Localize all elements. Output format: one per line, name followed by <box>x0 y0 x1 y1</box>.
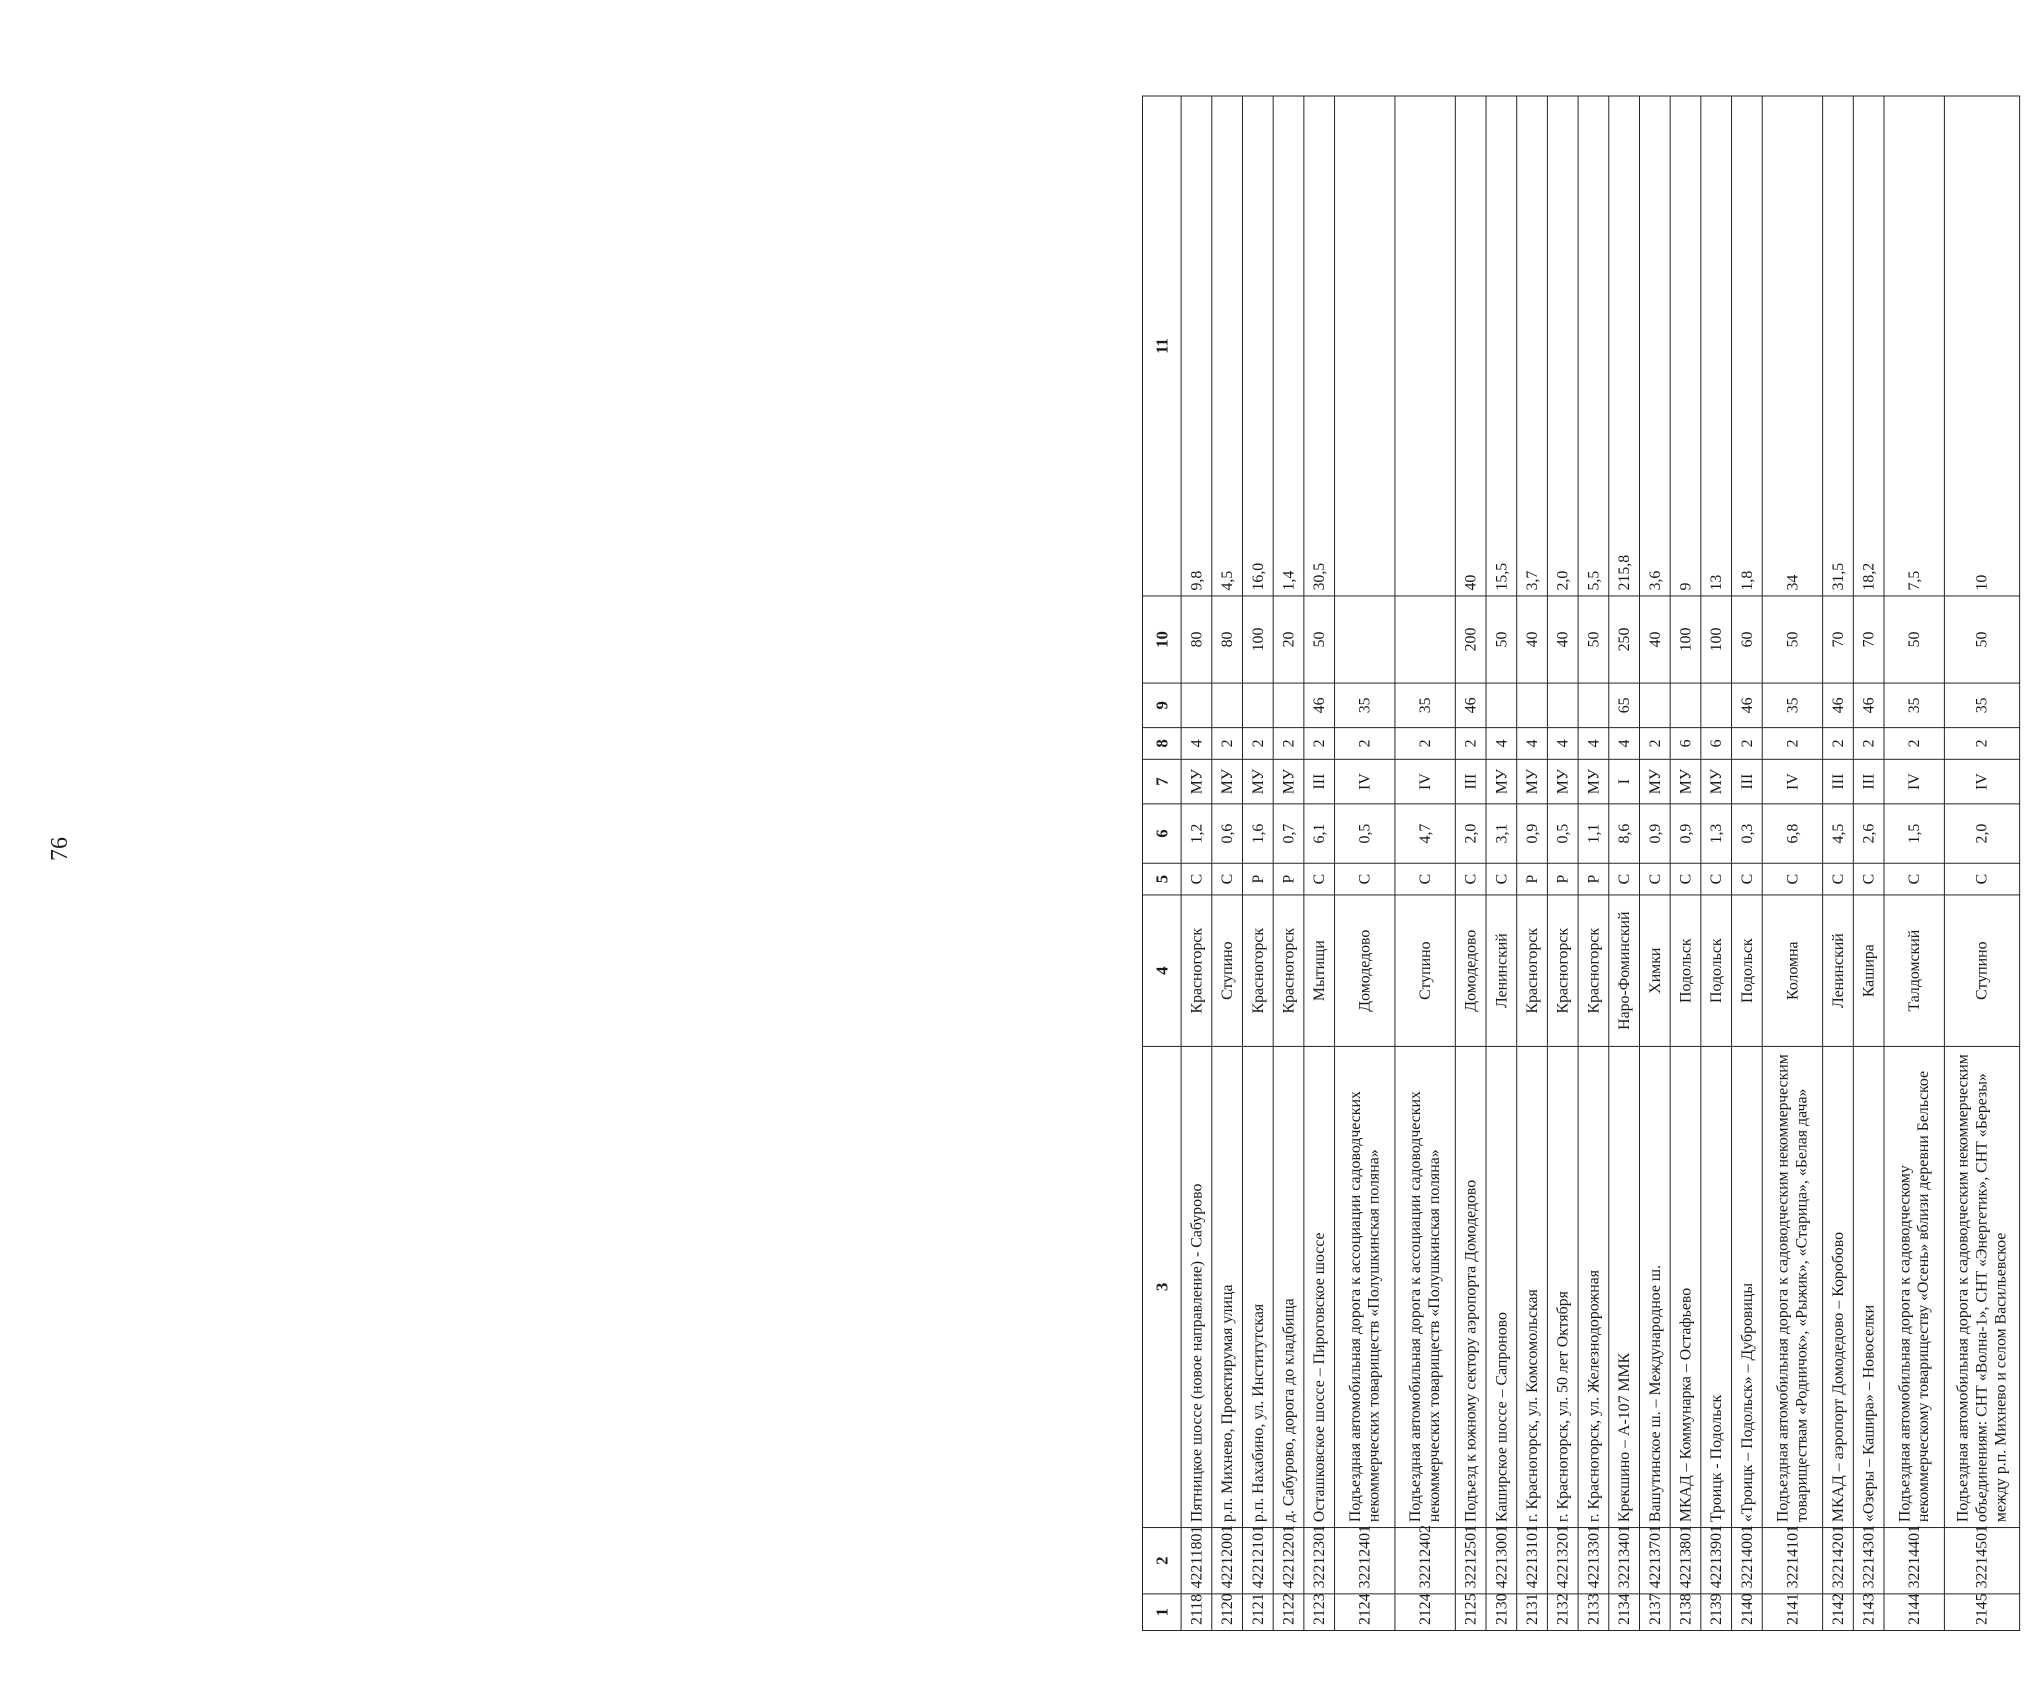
cell-c8: 2 <box>1853 728 1884 760</box>
cell-c8: 2 <box>1762 728 1822 760</box>
table-row <box>1578 96 1609 1631</box>
cell-c2: 32214501 <box>1944 1528 2019 1594</box>
cell-c10: 40 <box>1547 596 1578 683</box>
cell-c6: 1,2 <box>1181 804 1212 863</box>
cell-c7: IV <box>1884 759 1944 804</box>
cell-c11: 1,8 <box>1732 96 1763 596</box>
cell-c11: 16,0 <box>1242 96 1273 596</box>
cell-c1: 2138 <box>1670 1594 1701 1631</box>
column-header: 1 <box>1142 1594 1181 1631</box>
table-row <box>1212 96 1243 1631</box>
cell-c8: 4 <box>1609 728 1640 760</box>
cell-c8: 4 <box>1517 728 1548 760</box>
cell-c9 <box>1212 683 1243 728</box>
cell-c11: 31,5 <box>1823 96 1854 596</box>
cell-c1: 2120 <box>1212 1594 1243 1631</box>
cell-c4: Подольск <box>1732 895 1763 1046</box>
cell-c11: 18,2 <box>1853 96 1884 596</box>
cell-c5: Р <box>1547 863 1578 895</box>
cell-c11 <box>1335 96 1395 596</box>
cell-c3: МКАД – аэропорт Домодедово – Коробово <box>1823 1046 1854 1527</box>
column-header: 5 <box>1142 863 1181 895</box>
cell-c1: 2144 <box>1884 1594 1944 1631</box>
cell-c4: Красногорск <box>1181 895 1212 1046</box>
cell-c7: МУ <box>1639 759 1670 804</box>
cell-c7: III <box>1853 759 1884 804</box>
cell-c6: 0,9 <box>1517 804 1548 863</box>
cell-c11: 10 <box>1944 96 2019 596</box>
cell-c7: МУ <box>1242 759 1273 804</box>
table-row <box>1455 96 1486 1631</box>
cell-c11: 30,5 <box>1304 96 1335 596</box>
cell-c9: 35 <box>1762 683 1822 728</box>
cell-c1: 2133 <box>1578 1594 1609 1631</box>
cell-c10 <box>1335 596 1395 683</box>
cell-c10: 200 <box>1455 596 1486 683</box>
cell-c5: С <box>1853 863 1884 895</box>
rotated-table-wrapper <box>1142 96 2033 1631</box>
cell-c6: 1,5 <box>1884 804 1944 863</box>
cell-c1: 2142 <box>1823 1594 1854 1631</box>
cell-c4: Ленинский <box>1486 895 1517 1046</box>
cell-c11: 15,5 <box>1486 96 1517 596</box>
cell-c8: 2 <box>1884 728 1944 760</box>
cell-c1: 2124 <box>1335 1594 1395 1631</box>
cell-c1: 2130 <box>1486 1594 1517 1631</box>
cell-c6: 1,3 <box>1701 804 1732 863</box>
cell-c11: 9 <box>1670 96 1701 596</box>
cell-c9: 46 <box>1853 683 1884 728</box>
cell-c1: 2132 <box>1547 1594 1578 1631</box>
cell-c3: Подъезд к южному сектору аэропорта Домодедово <box>1455 1046 1486 1527</box>
cell-c8: 2 <box>1732 728 1763 760</box>
cell-c3: Троицк - Подольск <box>1701 1046 1732 1527</box>
column-header: 10 <box>1142 596 1181 683</box>
cell-c9 <box>1547 683 1578 728</box>
header-row <box>1142 96 1181 1631</box>
cell-c1: 2125 <box>1455 1594 1486 1631</box>
cell-c4: Ступино <box>1395 895 1455 1046</box>
cell-c2: 42213901 <box>1701 1528 1732 1594</box>
cell-c6: 6,8 <box>1762 804 1822 863</box>
cell-c9: 46 <box>1455 683 1486 728</box>
table-row <box>1701 96 1732 1631</box>
cell-c5: Р <box>1273 863 1304 895</box>
table-row <box>1181 96 1212 1631</box>
cell-c4: Подольск <box>1670 895 1701 1046</box>
cell-c2: 42213001 <box>1486 1528 1517 1594</box>
cell-c3: Подъездная автомобильная дорога к садоводческим некоммерческим объединениям: СНТ «Волна-1», СНТ «Энергетик», СНТ «Березы» между р.п. Михнево и селом Васильевское <box>1944 1046 2019 1527</box>
cell-c6: 8,6 <box>1609 804 1640 863</box>
cell-c9 <box>1578 683 1609 728</box>
cell-c6: 1,6 <box>1242 804 1273 863</box>
cell-c9 <box>1670 683 1701 728</box>
cell-c11: 5,5 <box>1578 96 1609 596</box>
cell-c6: 0,6 <box>1212 804 1243 863</box>
cell-c10: 50 <box>1304 596 1335 683</box>
cell-c11 <box>1395 96 1455 596</box>
cell-c3: Подъездная автомобильная дорога к садоводческому некоммерческому товариществу «Осень» вблизи деревни Бельское <box>1884 1046 1944 1527</box>
cell-c10: 80 <box>1181 596 1212 683</box>
cell-c6: 6,1 <box>1304 804 1335 863</box>
table-row <box>1823 96 1854 1631</box>
cell-c4: Коломна <box>1762 895 1822 1046</box>
cell-c7: IV <box>1944 759 2019 804</box>
cell-c2: 42213201 <box>1547 1528 1578 1594</box>
roads-table <box>1142 96 2020 1631</box>
cell-c5: С <box>1304 863 1335 895</box>
cell-c5: С <box>1732 863 1763 895</box>
cell-c5: С <box>1395 863 1455 895</box>
cell-c3: г. Красногорск, ул. Комсомольская <box>1517 1046 1548 1527</box>
cell-c6: 2,0 <box>1455 804 1486 863</box>
cell-c5: С <box>1455 863 1486 895</box>
cell-c10: 50 <box>1762 596 1822 683</box>
cell-c6: 0,9 <box>1670 804 1701 863</box>
cell-c7: МУ <box>1517 759 1548 804</box>
cell-c9: 46 <box>1732 683 1763 728</box>
cell-c8: 4 <box>1547 728 1578 760</box>
cell-c7: IV <box>1335 759 1395 804</box>
cell-c11: 1,4 <box>1273 96 1304 596</box>
table-row <box>1639 96 1670 1631</box>
cell-c5: С <box>1944 863 2019 895</box>
cell-c11: 3,6 <box>1639 96 1670 596</box>
cell-c9: 35 <box>1884 683 1944 728</box>
cell-c9 <box>1701 683 1732 728</box>
cell-c10: 100 <box>1242 596 1273 683</box>
table-row <box>1670 96 1701 1631</box>
cell-c9 <box>1242 683 1273 728</box>
cell-c11: 215,8 <box>1609 96 1640 596</box>
cell-c7: МУ <box>1273 759 1304 804</box>
cell-c9: 35 <box>1335 683 1395 728</box>
cell-c2: 32214301 <box>1853 1528 1884 1594</box>
cell-c5: С <box>1670 863 1701 895</box>
table-row <box>1517 96 1548 1631</box>
cell-c2: 42213301 <box>1578 1528 1609 1594</box>
cell-c11: 40 <box>1455 96 1486 596</box>
table-row <box>1273 96 1304 1631</box>
cell-c3: Вашутинское ш. – Международное ш. <box>1639 1046 1670 1527</box>
cell-c5: С <box>1884 863 1944 895</box>
cell-c7: III <box>1455 759 1486 804</box>
cell-c9 <box>1517 683 1548 728</box>
column-header: 4 <box>1142 895 1181 1046</box>
cell-c4: Красногорск <box>1242 895 1273 1046</box>
table-row <box>1335 96 1395 1631</box>
cell-c2: 42213701 <box>1639 1528 1670 1594</box>
cell-c3: р.п. Нахабино, ул. Институтская <box>1242 1046 1273 1527</box>
cell-c7: МУ <box>1670 759 1701 804</box>
cell-c8: 2 <box>1273 728 1304 760</box>
cell-c1: 2122 <box>1273 1594 1304 1631</box>
cell-c9: 35 <box>1944 683 2019 728</box>
cell-c8: 2 <box>1335 728 1395 760</box>
cell-c7: МУ <box>1486 759 1517 804</box>
cell-c11: 3,7 <box>1517 96 1548 596</box>
cell-c5: С <box>1335 863 1395 895</box>
cell-c10: 80 <box>1212 596 1243 683</box>
column-header: 6 <box>1142 804 1181 863</box>
cell-c8: 2 <box>1455 728 1486 760</box>
cell-c4: Мытищи <box>1304 895 1335 1046</box>
cell-c7: III <box>1732 759 1763 804</box>
cell-c11: 13 <box>1701 96 1732 596</box>
cell-c10: 40 <box>1639 596 1670 683</box>
cell-c4: Красногорск <box>1578 895 1609 1046</box>
column-header: 2 <box>1142 1528 1181 1594</box>
cell-c10: 40 <box>1517 596 1548 683</box>
cell-c7: МУ <box>1181 759 1212 804</box>
cell-c9: 65 <box>1609 683 1640 728</box>
cell-c8: 4 <box>1578 728 1609 760</box>
cell-c3: Осташковское шоссе – Пироговское шоссе <box>1304 1046 1335 1527</box>
cell-c3: МКАД – Коммунарка – Остафьево <box>1670 1046 1701 1527</box>
cell-c8: 4 <box>1486 728 1517 760</box>
table-row <box>1395 96 1455 1631</box>
cell-c6: 2,6 <box>1853 804 1884 863</box>
cell-c2: 32212401 <box>1335 1528 1395 1594</box>
cell-c3: «Троицк – Подольск» – Дубровицы <box>1732 1046 1763 1527</box>
cell-c7: МУ <box>1212 759 1243 804</box>
cell-c5: С <box>1639 863 1670 895</box>
cell-c11: 2,0 <box>1547 96 1578 596</box>
column-header: 11 <box>1142 96 1181 596</box>
cell-c3: д. Сабурово, дорога до кладбища <box>1273 1046 1304 1527</box>
cell-c7: III <box>1304 759 1335 804</box>
cell-c4: Кашира <box>1853 895 1884 1046</box>
cell-c5: С <box>1486 863 1517 895</box>
cell-c4: Красногорск <box>1547 895 1578 1046</box>
cell-c11: 9,8 <box>1181 96 1212 596</box>
cell-c10: 100 <box>1670 596 1701 683</box>
cell-c3: г. Красногорск, ул. Железнодорожная <box>1578 1046 1609 1527</box>
cell-c5: С <box>1762 863 1822 895</box>
table-row <box>1762 96 1822 1631</box>
cell-c5: Р <box>1517 863 1548 895</box>
cell-c10: 70 <box>1853 596 1884 683</box>
cell-c1: 2145 <box>1944 1594 2019 1631</box>
cell-c11: 7,5 <box>1884 96 1944 596</box>
cell-c9 <box>1639 683 1670 728</box>
cell-c3: Подъездная автомобильная дорога к садоводческим некоммерческим товариществам «Родничок», «Рыжик», «Старица», «Белая дача» <box>1762 1046 1822 1527</box>
cell-c11: 34 <box>1762 96 1822 596</box>
cell-c10: 50 <box>1944 596 2019 683</box>
cell-c1: 2137 <box>1639 1594 1670 1631</box>
cell-c8: 2 <box>1823 728 1854 760</box>
cell-c1: 2134 <box>1609 1594 1640 1631</box>
cell-c5: Р <box>1242 863 1273 895</box>
cell-c6: 2,0 <box>1944 804 2019 863</box>
cell-c9 <box>1181 683 1212 728</box>
cell-c9: 46 <box>1823 683 1854 728</box>
column-header: 8 <box>1142 728 1181 760</box>
cell-c1: 2143 <box>1853 1594 1884 1631</box>
cell-c5: С <box>1701 863 1732 895</box>
cell-c5: С <box>1181 863 1212 895</box>
cell-c6: 0,7 <box>1273 804 1304 863</box>
cell-c2: 32214001 <box>1732 1528 1763 1594</box>
cell-c10: 20 <box>1273 596 1304 683</box>
cell-c2: 42212001 <box>1212 1528 1243 1594</box>
cell-c10: 100 <box>1701 596 1732 683</box>
cell-c3: Крекшино – А-107 ММК <box>1609 1046 1640 1527</box>
cell-c1: 2139 <box>1701 1594 1732 1631</box>
cell-c7: III <box>1823 759 1854 804</box>
table-row <box>1486 96 1517 1631</box>
cell-c4: Домодедово <box>1455 895 1486 1046</box>
cell-c4: Ступино <box>1212 895 1243 1046</box>
cell-c3: р.п. Михнево, Проектирумая улица <box>1212 1046 1243 1527</box>
cell-c7: IV <box>1395 759 1455 804</box>
cell-c2: 42213101 <box>1517 1528 1548 1594</box>
cell-c1: 2131 <box>1517 1594 1548 1631</box>
cell-c1: 2124 <box>1395 1594 1455 1631</box>
column-header: 9 <box>1142 683 1181 728</box>
cell-c6: 4,7 <box>1395 804 1455 863</box>
table-row <box>1304 96 1335 1631</box>
cell-c2: 32212402 <box>1395 1528 1455 1594</box>
column-header: 3 <box>1142 1046 1181 1527</box>
cell-c10: 250 <box>1609 596 1640 683</box>
cell-c7: IV <box>1762 759 1822 804</box>
cell-c4: Домодедово <box>1335 895 1395 1046</box>
cell-c2: 32213401 <box>1609 1528 1640 1594</box>
cell-c4: Красногорск <box>1273 895 1304 1046</box>
cell-c2: 42212201 <box>1273 1528 1304 1594</box>
cell-c8: 6 <box>1670 728 1701 760</box>
cell-c8: 4 <box>1181 728 1212 760</box>
page-number: 76 <box>47 837 73 861</box>
cell-c2: 42212101 <box>1242 1528 1273 1594</box>
cell-c9 <box>1486 683 1517 728</box>
cell-c1: 2123 <box>1304 1594 1335 1631</box>
cell-c3: Подъездная автомобильная дорога к ассоциации садоводческих некоммерческих товариществ «Полушкинская поляна» <box>1335 1046 1395 1527</box>
cell-c2: 32212501 <box>1455 1528 1486 1594</box>
table-row <box>1242 96 1273 1631</box>
cell-c7: МУ <box>1547 759 1578 804</box>
cell-c4: Талдомский <box>1884 895 1944 1046</box>
cell-c10: 70 <box>1823 596 1854 683</box>
cell-c10: 50 <box>1486 596 1517 683</box>
cell-c10: 60 <box>1732 596 1763 683</box>
cell-c6: 1,1 <box>1578 804 1609 863</box>
cell-c2: 32212301 <box>1304 1528 1335 1594</box>
table-row <box>1853 96 1884 1631</box>
cell-c4: Наро-Фоминский <box>1609 895 1640 1046</box>
table-row <box>1609 96 1640 1631</box>
cell-c3: Пятницкое шоссе (новое направление) - Сабурово <box>1181 1046 1212 1527</box>
cell-c9: 46 <box>1304 683 1335 728</box>
cell-c1: 2141 <box>1762 1594 1822 1631</box>
cell-c4: Ленинский <box>1823 895 1854 1046</box>
table-row <box>1884 96 1944 1631</box>
cell-c7: МУ <box>1701 759 1732 804</box>
cell-c8: 2 <box>1304 728 1335 760</box>
cell-c2: 32214201 <box>1823 1528 1854 1594</box>
cell-c5: С <box>1212 863 1243 895</box>
cell-c8: 2 <box>1242 728 1273 760</box>
cell-c8: 6 <box>1701 728 1732 760</box>
cell-c3: Подъездная автомобильная дорога к ассоциации садоводческих некоммерческих товариществ «Полушкинская поляна» <box>1395 1046 1455 1527</box>
cell-c5: С <box>1609 863 1640 895</box>
table-row <box>1732 96 1763 1631</box>
cell-c1: 2121 <box>1242 1594 1273 1631</box>
cell-c6: 0,3 <box>1732 804 1763 863</box>
table-row <box>1944 96 2019 1631</box>
cell-c4: Красногорск <box>1517 895 1548 1046</box>
cell-c3: Каширское шоссе – Сапроново <box>1486 1046 1517 1527</box>
cell-c1: 2140 <box>1732 1594 1763 1631</box>
cell-c4: Ступино <box>1944 895 2019 1046</box>
cell-c9: 35 <box>1395 683 1455 728</box>
cell-c7: МУ <box>1578 759 1609 804</box>
cell-c6: 0,5 <box>1547 804 1578 863</box>
cell-c2: 32214401 <box>1884 1528 1944 1594</box>
cell-c8: 2 <box>1944 728 2019 760</box>
cell-c6: 0,9 <box>1639 804 1670 863</box>
column-header: 7 <box>1142 759 1181 804</box>
cell-c1: 2118 <box>1181 1594 1212 1631</box>
cell-c2: 32214101 <box>1762 1528 1822 1594</box>
cell-c10: 50 <box>1884 596 1944 683</box>
cell-c9 <box>1273 683 1304 728</box>
table-body <box>1181 96 2020 1631</box>
cell-c6: 4,5 <box>1823 804 1854 863</box>
table-row <box>1547 96 1578 1631</box>
cell-c10 <box>1395 596 1455 683</box>
cell-c10: 50 <box>1578 596 1609 683</box>
cell-c8: 2 <box>1395 728 1455 760</box>
cell-c6: 3,1 <box>1486 804 1517 863</box>
cell-c3: г. Красногорск, ул. 50 лет Октября <box>1547 1046 1578 1527</box>
cell-c2: 42213801 <box>1670 1528 1701 1594</box>
cell-c5: С <box>1823 863 1854 895</box>
cell-c8: 2 <box>1639 728 1670 760</box>
cell-c8: 2 <box>1212 728 1243 760</box>
cell-c4: Химки <box>1639 895 1670 1046</box>
cell-c11: 4,5 <box>1212 96 1243 596</box>
cell-c4: Подольск <box>1701 895 1732 1046</box>
cell-c3: «Озеры – Кашира» – Новоселки <box>1853 1046 1884 1527</box>
cell-c5: Р <box>1578 863 1609 895</box>
cell-c2: 42211801 <box>1181 1528 1212 1594</box>
cell-c6: 0,5 <box>1335 804 1395 863</box>
cell-c7: I <box>1609 759 1640 804</box>
